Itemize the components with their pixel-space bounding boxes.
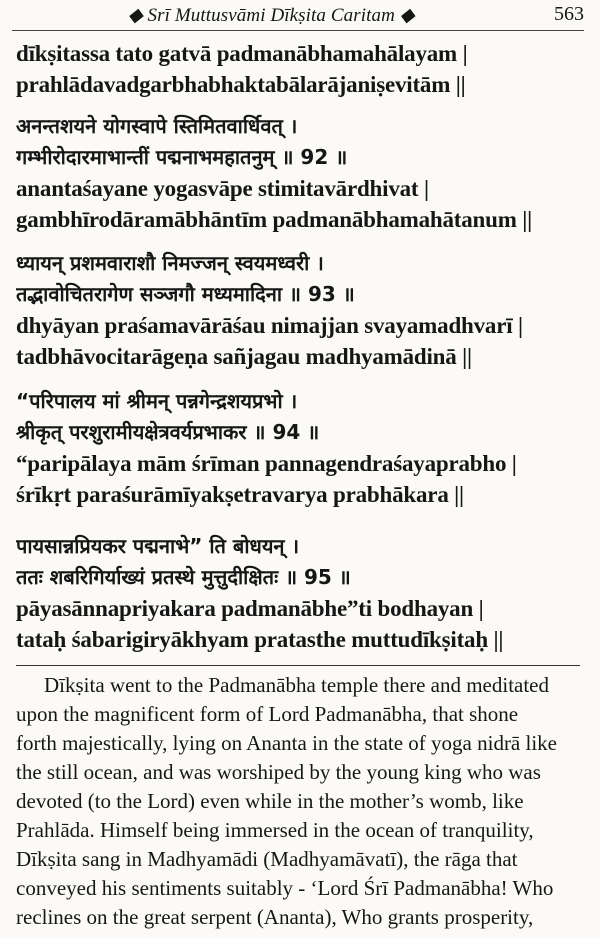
transliteration-line: prahlādavadgarbhabhaktabālarājaniṣevitām || bbox=[16, 72, 466, 97]
devanagari-line: तद्भावोचितरागेण सञ्जगौ मध्यमादिना ॥ 93 ॥ bbox=[16, 282, 355, 306]
translation-line: forth majestically, lying on Ananta in the state of yoga nidrā like bbox=[16, 731, 557, 755]
translation-paragraph bbox=[16, 671, 590, 932]
transliteration-line: tataḥ śabarigiryākhyam pratasthe muttudīkṣitaḥ || bbox=[16, 627, 504, 652]
devanagari-line: ध्यायन् प्रशमवाराशौ निमज्जन् स्वयमध्वरी । bbox=[16, 251, 324, 275]
translation-line: Prahlāda. Himself being immersed in the ocean of tranquility, bbox=[16, 818, 534, 842]
devanagari-line: श्रीकृत् परशुरामीयक्षेत्रवर्यप्रभाकर ॥ 94 ॥ bbox=[16, 420, 320, 444]
transliteration-line: śrīkṛt paraśurāmīyakṣetravarya prabhākara || bbox=[16, 482, 464, 507]
transliteration-line: dhyāyan praśamavārāśau nimajjan svayamadhvarī | bbox=[16, 313, 523, 338]
verse-93 bbox=[16, 248, 591, 372]
devanagari-line: पायसान्नप्रियकर पद्मनाभे” ति बोधयन् । bbox=[16, 534, 300, 558]
transliteration-line: “paripālaya mām śrīman pannagendraśayaprabho | bbox=[16, 451, 517, 476]
verse-92 bbox=[16, 111, 591, 235]
translation-line: reclines on the great serpent (Ananta), Who grants prosperity, bbox=[16, 905, 534, 929]
transliteration-line: gambhīrodāramābhāntīm padmanābhamahātanum || bbox=[16, 207, 532, 232]
translation-line: upon the magnificent form of Lord Padmanābha, that shone bbox=[16, 702, 519, 726]
devanagari-line: अनन्तशयने योगस्वापे स्तिमितवार्धिवत् । bbox=[16, 114, 298, 138]
devanagari-line: गम्भीरोदारमाभान्तीं पद्मनाभमहातनुम् ॥ 92 ॥ bbox=[16, 145, 348, 169]
translation-line: devoted (to the Lord) even while in the mother’s womb, like bbox=[16, 789, 524, 813]
page-number: 563 bbox=[554, 3, 584, 25]
translation-line: Dīkṣita sang in Madhyamādi (Madhyamāvatī), the rāga that bbox=[16, 847, 518, 871]
translation-line: the still ocean, and was worshiped by the young king who was bbox=[16, 760, 541, 784]
verse-95 bbox=[16, 531, 591, 655]
devanagari-line: “परिपालय मां श्रीमन् पन्नगेन्द्रशयप्रभो । bbox=[16, 389, 298, 413]
transliteration-line: tadbhāvocitarāgeṇa sañjagau madhyamādinā || bbox=[16, 344, 472, 369]
verse-91 bbox=[16, 38, 591, 100]
transliteration-line: pāyasānnapriyakara padmanābhe”ti bodhayan | bbox=[16, 596, 484, 621]
transliteration-line: dīkṣitassa tato gatvā padmanābhamahālayam | bbox=[16, 41, 468, 66]
transliteration-line: anantaśayane yogasvāpe stimitavārdhivat | bbox=[16, 176, 429, 201]
devanagari-line: ततः शबरिगिर्याख्यं प्रतस्थे मुत्तुदीक्षितः ॥ 95 ॥ bbox=[16, 565, 351, 589]
running-title: ◆ Srī Muttusvāmi Dīkṣita Caritam ◆ bbox=[128, 5, 415, 26]
translation-line: conveyed his sentiments suitably - ‘Lord Śrī Padmanābha! Who bbox=[16, 876, 554, 900]
page-header bbox=[12, 0, 584, 31]
verse-94 bbox=[16, 386, 591, 510]
verse-separator-rule bbox=[16, 665, 580, 666]
translation-line: Dīkṣita went to the Padmanābha temple there and meditated bbox=[44, 673, 550, 697]
